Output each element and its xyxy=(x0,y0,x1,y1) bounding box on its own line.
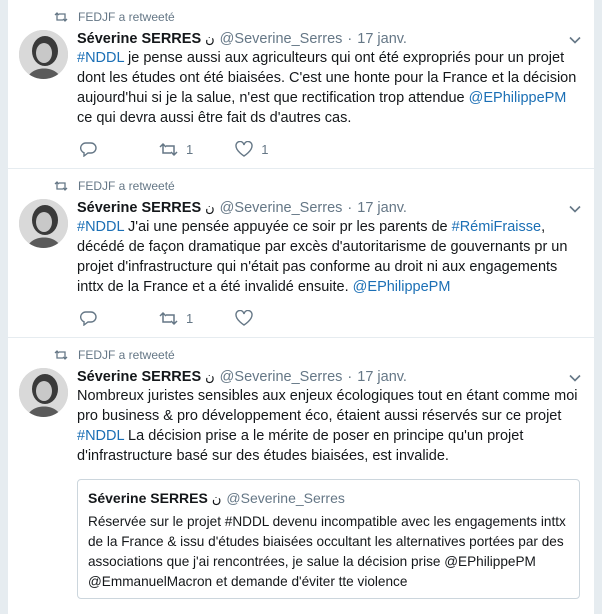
tweet-header xyxy=(77,369,582,385)
tweet-text-segment: J'ai une pensée appuyée ce soir pr les parents de xyxy=(124,219,452,235)
quoted-tweet[interactable] xyxy=(77,479,580,599)
tweet-date[interactable]: 17 janv. xyxy=(357,369,407,385)
author-name[interactable]: Séverine SERRES xyxy=(77,200,202,216)
retweet-count: 1 xyxy=(186,310,194,326)
hashtag-link[interactable]: #RémiFraisse xyxy=(451,219,542,235)
tweet-text-segment: , décédé de façon dramatique par excès d'autoritarisme de gouvernants pr un projet d'infrastructure qui n'était pas conforme au droit ni aux engagements inttx de la France et a été invalidé ensuite. xyxy=(77,219,568,295)
retweet-context-label: FEDJF a retweeté xyxy=(78,10,175,24)
author-handle[interactable]: @Severine_Serres xyxy=(219,200,343,216)
author-name[interactable]: Séverine SERRES xyxy=(77,369,202,385)
hashtag-link[interactable]: #NDDL xyxy=(77,428,125,444)
quoted-author-name-mark: ن xyxy=(211,491,222,506)
tweet-text xyxy=(77,217,580,297)
separator-dot: · xyxy=(347,369,353,385)
mention-link[interactable]: @EPhilippePM xyxy=(352,279,451,295)
like-icon xyxy=(235,141,253,157)
retweet-icon xyxy=(159,311,178,326)
tweet[interactable] xyxy=(8,0,594,169)
quoted-author-name: Séverine SERRES xyxy=(88,490,208,506)
tweet-text-segment: Nombreux juristes sensibles aux enjeux écologiques tout en étant comme moi pro business & pro développement éco, étaient aussi réservés sur ce projet xyxy=(77,388,578,424)
retweet-icon xyxy=(54,181,68,191)
retweet-context-label: FEDJF a retweeté xyxy=(78,179,175,193)
author-name-mark: ن xyxy=(205,369,215,384)
tweet-date[interactable]: 17 janv. xyxy=(357,31,407,47)
avatar-photo xyxy=(19,199,68,248)
avatar[interactable] xyxy=(19,368,68,417)
tweet-actions xyxy=(80,141,318,157)
retweet-button[interactable] xyxy=(159,142,193,157)
chevron-down-icon[interactable] xyxy=(568,202,582,216)
avatar[interactable] xyxy=(19,199,68,248)
avatar-photo xyxy=(19,368,68,417)
tweet-actions xyxy=(80,310,311,326)
retweet-context-label: FEDJF a retweeté xyxy=(78,348,175,362)
chevron-down-icon[interactable] xyxy=(568,33,582,47)
tweet[interactable] xyxy=(8,169,594,338)
tweet-text xyxy=(77,48,580,128)
reply-button[interactable] xyxy=(80,311,105,326)
retweet-icon xyxy=(159,142,178,157)
retweet-context[interactable] xyxy=(54,348,175,362)
author-name-mark: ن xyxy=(205,200,215,215)
tweet-date[interactable]: 17 janv. xyxy=(357,200,407,216)
timeline xyxy=(7,0,595,614)
like-count: 1 xyxy=(261,141,269,157)
author-handle[interactable]: @Severine_Serres xyxy=(219,369,343,385)
hashtag-link[interactable]: #NDDL xyxy=(77,50,125,66)
author-name-mark: ن xyxy=(205,31,215,46)
reply-icon xyxy=(80,142,97,157)
retweet-icon xyxy=(54,12,68,22)
tweet-text-segment: ce qui devra aussi être fait ds d'autres cas. xyxy=(77,110,352,126)
quoted-tweet-text: Réservée sur le projet #NDDL devenu incompatible avec les engagements inttx de la France & issu d'études biaisées occultant les alternatives portées par des associations que j'ai rencontrées, je salue la décision prise @EPhilippePM @EmmanuelMacron et demande d'éviter tte violence xyxy=(88,513,566,589)
separator-dot: · xyxy=(347,31,353,47)
tweet-text-segment: je pense aussi aux agriculteurs qui ont été expropriés pour un projet dont les études ont été biaisées. C'est une honte pour la France et la décision aujourd'hui si je la salue, n'est que rectification trop attendue xyxy=(77,50,577,106)
mention-link[interactable]: @EPhilippePM xyxy=(468,90,567,106)
quoted-author-handle: @Severine_Serres xyxy=(226,490,345,506)
tweet[interactable] xyxy=(8,338,594,614)
separator-dot: · xyxy=(347,200,353,216)
retweet-context[interactable] xyxy=(54,179,175,193)
avatar[interactable] xyxy=(19,30,68,79)
author-name[interactable]: Séverine SERRES xyxy=(77,31,202,47)
chevron-down-icon[interactable] xyxy=(568,371,582,385)
tweet-header xyxy=(77,200,582,216)
author-handle[interactable]: @Severine_Serres xyxy=(219,31,343,47)
reply-icon xyxy=(80,311,97,326)
avatar-photo xyxy=(19,30,68,79)
reply-button[interactable] xyxy=(80,142,105,157)
retweet-count: 1 xyxy=(186,141,194,157)
tweet-text-segment: La décision prise a le mérite de poser en principe qu'un projet d'infrastructure basé sur des études biaisées, est invalide. xyxy=(77,428,524,464)
like-icon xyxy=(235,310,253,326)
retweet-button[interactable] xyxy=(159,311,193,326)
hashtag-link[interactable]: #NDDL xyxy=(77,219,125,235)
tweet-text xyxy=(77,386,580,466)
like-button[interactable] xyxy=(235,310,261,326)
tweet-header xyxy=(77,31,582,47)
retweet-context[interactable] xyxy=(54,10,175,24)
quoted-tweet-header xyxy=(88,489,569,509)
retweet-icon xyxy=(54,350,68,360)
like-button[interactable] xyxy=(235,141,268,157)
